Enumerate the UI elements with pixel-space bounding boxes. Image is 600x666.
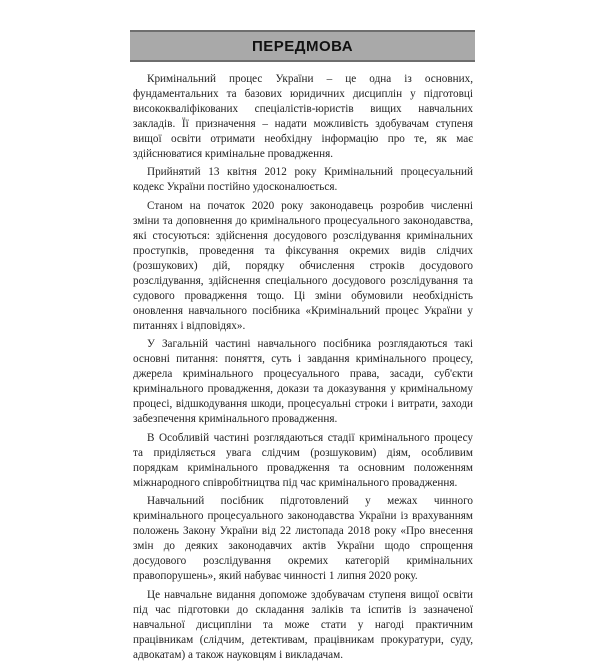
paragraph: Це навчальне видання допоможе здобувачам ступеня вищої освіти під час підготовки до складання заліків та іспитів із зазначеної навчальної дисципліни та може стати у нагоді практичним працівникам (слідчим, детективам, працівникам прокуратури, суду, адвокатам) а також науковцям і викладачам.: [133, 588, 473, 661]
section-header: [130, 30, 475, 62]
paragraph: Навчальний посібник підготовлений у межах чинного кримінального процесуального законодавства України із врахуванням положень Закону України від 22 листопада 2018 року «Про внесення змін до деяких законодавчих актів України щодо спрощення досудового розслідування окремих категорій кримінальних правопорушень», який набуває чинності 1 липня 2020 року.: [133, 495, 473, 582]
body-text: [133, 72, 473, 666]
paragraph: В Особливій частині розглядаються стадії кримінального процесу та приділяється увага слідчим (розшуковим) діям, особливим порядкам кримінального провадження та основним положенням міжнародного співробітництва під час кримінального провадження.: [133, 431, 473, 489]
paragraph: Прийнятий 13 квітня 2012 року Кримінальний процесуальний кодекс України постійно удосконалюється.: [133, 166, 473, 194]
paragraph: Кримінальний процес України – це одна із основних, фундаментальних та базових юридичних дисциплін у підготовці висококваліфікованих спеціалістів-юристів вищих навчальних закладів. Її призначення – надати можливість здобувачам ступеня вищої освіти отримати необхідну інформацію про те, як має здійснюватися кримінальне провадження.: [133, 73, 473, 160]
paragraph: Станом на початок 2020 року законодавець розробив численні зміни та доповнення до кримінального процесуального законодавства, які стосуються: здійснення досудового розслідування кримінальних проступків, проведення та фіксування окремих видів слідчих (розшукових) дій, порядку обчислення строків досудового розслідування, здійснення спеціального досудового розслідування та судового провадження тощо. Ці зміни обумовили необхідність оновлення навчального посібника «Кримінальний процес України у питаннях і відповідях».: [133, 200, 473, 332]
page-title: ПЕРЕДМОВА: [251, 37, 354, 55]
paragraph: У Загальній частині навчального посібника розглядаються такі основні питання: поняття, суть і завдання кримінального процесу, джерела кримінального процесуального права, засади, суб'єкти кримінального провадження, докази та доказування у кримінальному процесі, відшкодування шкоди, процесуальні строки і витрати, заходи забезпечення кримінального провадження.: [133, 338, 473, 425]
